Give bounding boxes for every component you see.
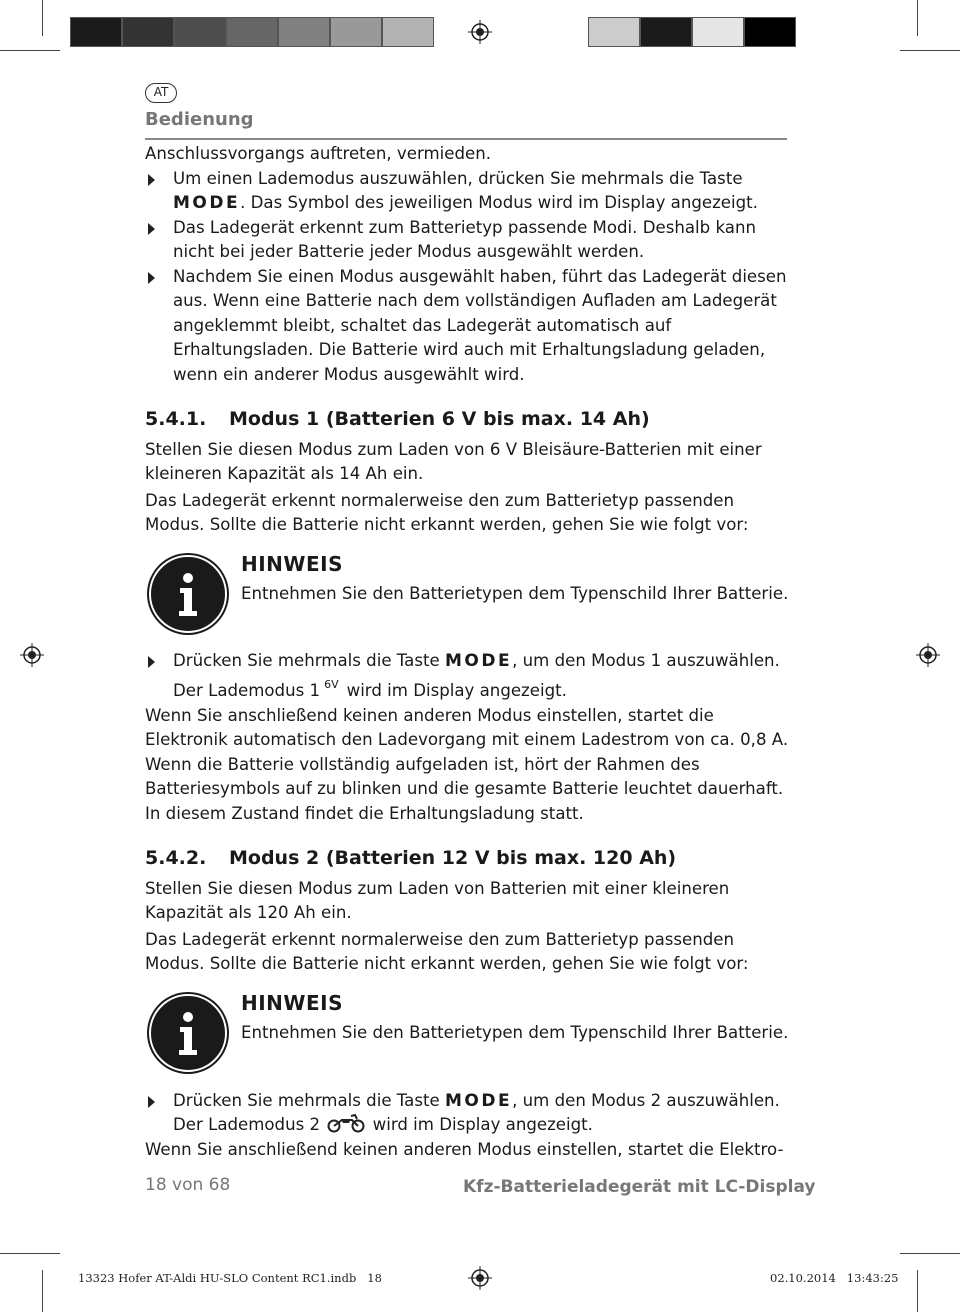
list-item: Um einen Lademodus auszuwählen, drücken Sie mehrmals die Taste MODE. Das Symbol des jeweiligen Modus wird im Display angezeigt. (145, 167, 790, 216)
section-header: Bedienung (145, 109, 254, 130)
intro-text: Anschlussvorgangs auftreten, vermieden. (145, 144, 492, 163)
hinweis-title: HINWEIS (241, 551, 343, 576)
mode-key-label: MODE (445, 650, 513, 671)
bullet-arrow-icon (148, 1096, 155, 1108)
registration-mark-icon (916, 643, 940, 667)
info-icon (147, 553, 229, 635)
list-item: Das Ladegerät erkennt zum Batterietyp passende Modi. Deshalb kann nicht bei jeder Batterie jeder Modus ausgewählt werden. (145, 216, 790, 265)
color-swatch (744, 17, 796, 47)
paragraph: Stellen Sie diesen Modus zum Laden von Batterien mit einer kleineren Kapazität als 120 Ah ein. (145, 878, 730, 922)
list-item: Drücken Sie mehrmals die Taste MODE, um den Modus 1 auszuwählen. Der Lademodus 1 $^{6V}$ wird im Display angezeigt. (145, 649, 790, 704)
registration-mark-icon (468, 20, 492, 44)
color-swatch (588, 17, 640, 47)
paragraph: Wenn Sie anschließend keinen anderen Modus einstellen, startet die Elektro- (145, 1139, 784, 1159)
hinweis-box (145, 991, 790, 1091)
info-icon (147, 992, 229, 1074)
color-bar-left (70, 17, 434, 47)
color-swatch (330, 17, 382, 47)
color-swatch (226, 17, 278, 47)
paragraph: Stellen Sie diesen Modus zum Laden von 6 V Bleisäure-Batterien mit einer kleineren Kapazität als 14 Ah ein. (145, 439, 762, 483)
crop-mark (900, 50, 960, 51)
color-bar-right (588, 17, 796, 47)
registration-mark-icon (20, 643, 44, 667)
motorcycle-icon (327, 1113, 365, 1133)
crop-mark (42, 0, 43, 36)
list-item: Nachdem Sie einen Modus ausgewählt haben, führt das Ladegerät diesen aus. Wenn eine Batterie nach dem vollständigen Aufladen am Ladegerät angeklemmt bleibt, schaltet das Ladegerät automatisch auf Erhaltungsladen. Die Batterie wird auch mit Erhaltungsladung geladen, wenn ein anderer Modus ausgewählt wird. (145, 265, 790, 388)
color-swatch (692, 17, 744, 47)
mode-1-symbol: 6V (324, 678, 339, 691)
mode-key-label: MODE (445, 1090, 513, 1111)
color-swatch (70, 17, 122, 47)
hinweis-title: HINWEIS (241, 990, 343, 1015)
product-name: Kfz-Batterieladegerät mit LC-Display (463, 1177, 816, 1197)
registration-mark-icon (468, 1266, 492, 1290)
color-swatch (640, 17, 692, 47)
bullet-arrow-icon (148, 656, 155, 668)
bullet-arrow-icon (148, 174, 155, 186)
paragraph: Das Ladegerät erkennt normalerweise den zum Batterietyp passenden Modus. Sollte die Batterie nicht erkannt werden, gehen Sie wie folgt vor: (145, 490, 749, 534)
crop-mark (42, 1270, 43, 1312)
crop-mark (900, 1253, 960, 1254)
country-badge: AT (145, 83, 177, 103)
paragraph: Wenn die Batterie vollständig aufgeladen ist, hört der Rahmen des Batteriesymbols auf zu blinken und die gesamte Batterie leuchtet dauerhaft. In diesem Zustand findet die Erhaltungsladung statt. (145, 754, 784, 823)
slug-filename: 13323 Hofer AT-Aldi HU-SLO Content RC1.indb 18 (78, 1271, 382, 1285)
bullet-arrow-icon (148, 223, 155, 235)
hinweis-box (145, 552, 790, 652)
section-heading-5-4-2: 5.4.2. Modus 2 (Batterien 12 V bis max. 120 Ah) (145, 847, 677, 869)
header-divider (145, 138, 787, 140)
paragraph: Wenn Sie anschließend keinen anderen Modus einstellen, startet die Elektronik automatisch den Ladevorgang mit einem Ladestrom von ca. 0,8 A. (145, 705, 789, 749)
page-content (145, 142, 790, 1162)
color-swatch (174, 17, 226, 47)
hinweis-text: Entnehmen Sie den Batterietypen dem Typenschild Ihrer Batterie. (241, 583, 789, 603)
color-swatch (122, 17, 174, 47)
crop-mark (0, 50, 60, 51)
slug-timestamp: 02.10.2014 13:43:25 (770, 1271, 899, 1285)
crop-mark (917, 0, 918, 36)
color-swatch (382, 17, 434, 47)
crop-mark (917, 1270, 918, 1312)
page-number: 18 von 68 (145, 1175, 231, 1195)
list-item: Drücken Sie mehrmals die Taste MODE, um den Modus 2 auszuwählen. Der Lademodus 2 wird im Display angezeigt. (145, 1089, 790, 1138)
section-heading-5-4-1: 5.4.1. Modus 1 (Batterien 6 V bis max. 14 Ah) (145, 408, 650, 430)
color-swatch (278, 17, 330, 47)
hinweis-text: Entnehmen Sie den Batterietypen dem Typenschild Ihrer Batterie. (241, 1022, 789, 1042)
mode-key-label: MODE (173, 193, 241, 213)
paragraph: Das Ladegerät erkennt normalerweise den zum Batterietyp passenden Modus. Sollte die Batterie nicht erkannt werden, gehen Sie wie folgt vor: (145, 929, 749, 973)
bullet-arrow-icon (148, 272, 155, 284)
crop-mark (0, 1253, 60, 1254)
